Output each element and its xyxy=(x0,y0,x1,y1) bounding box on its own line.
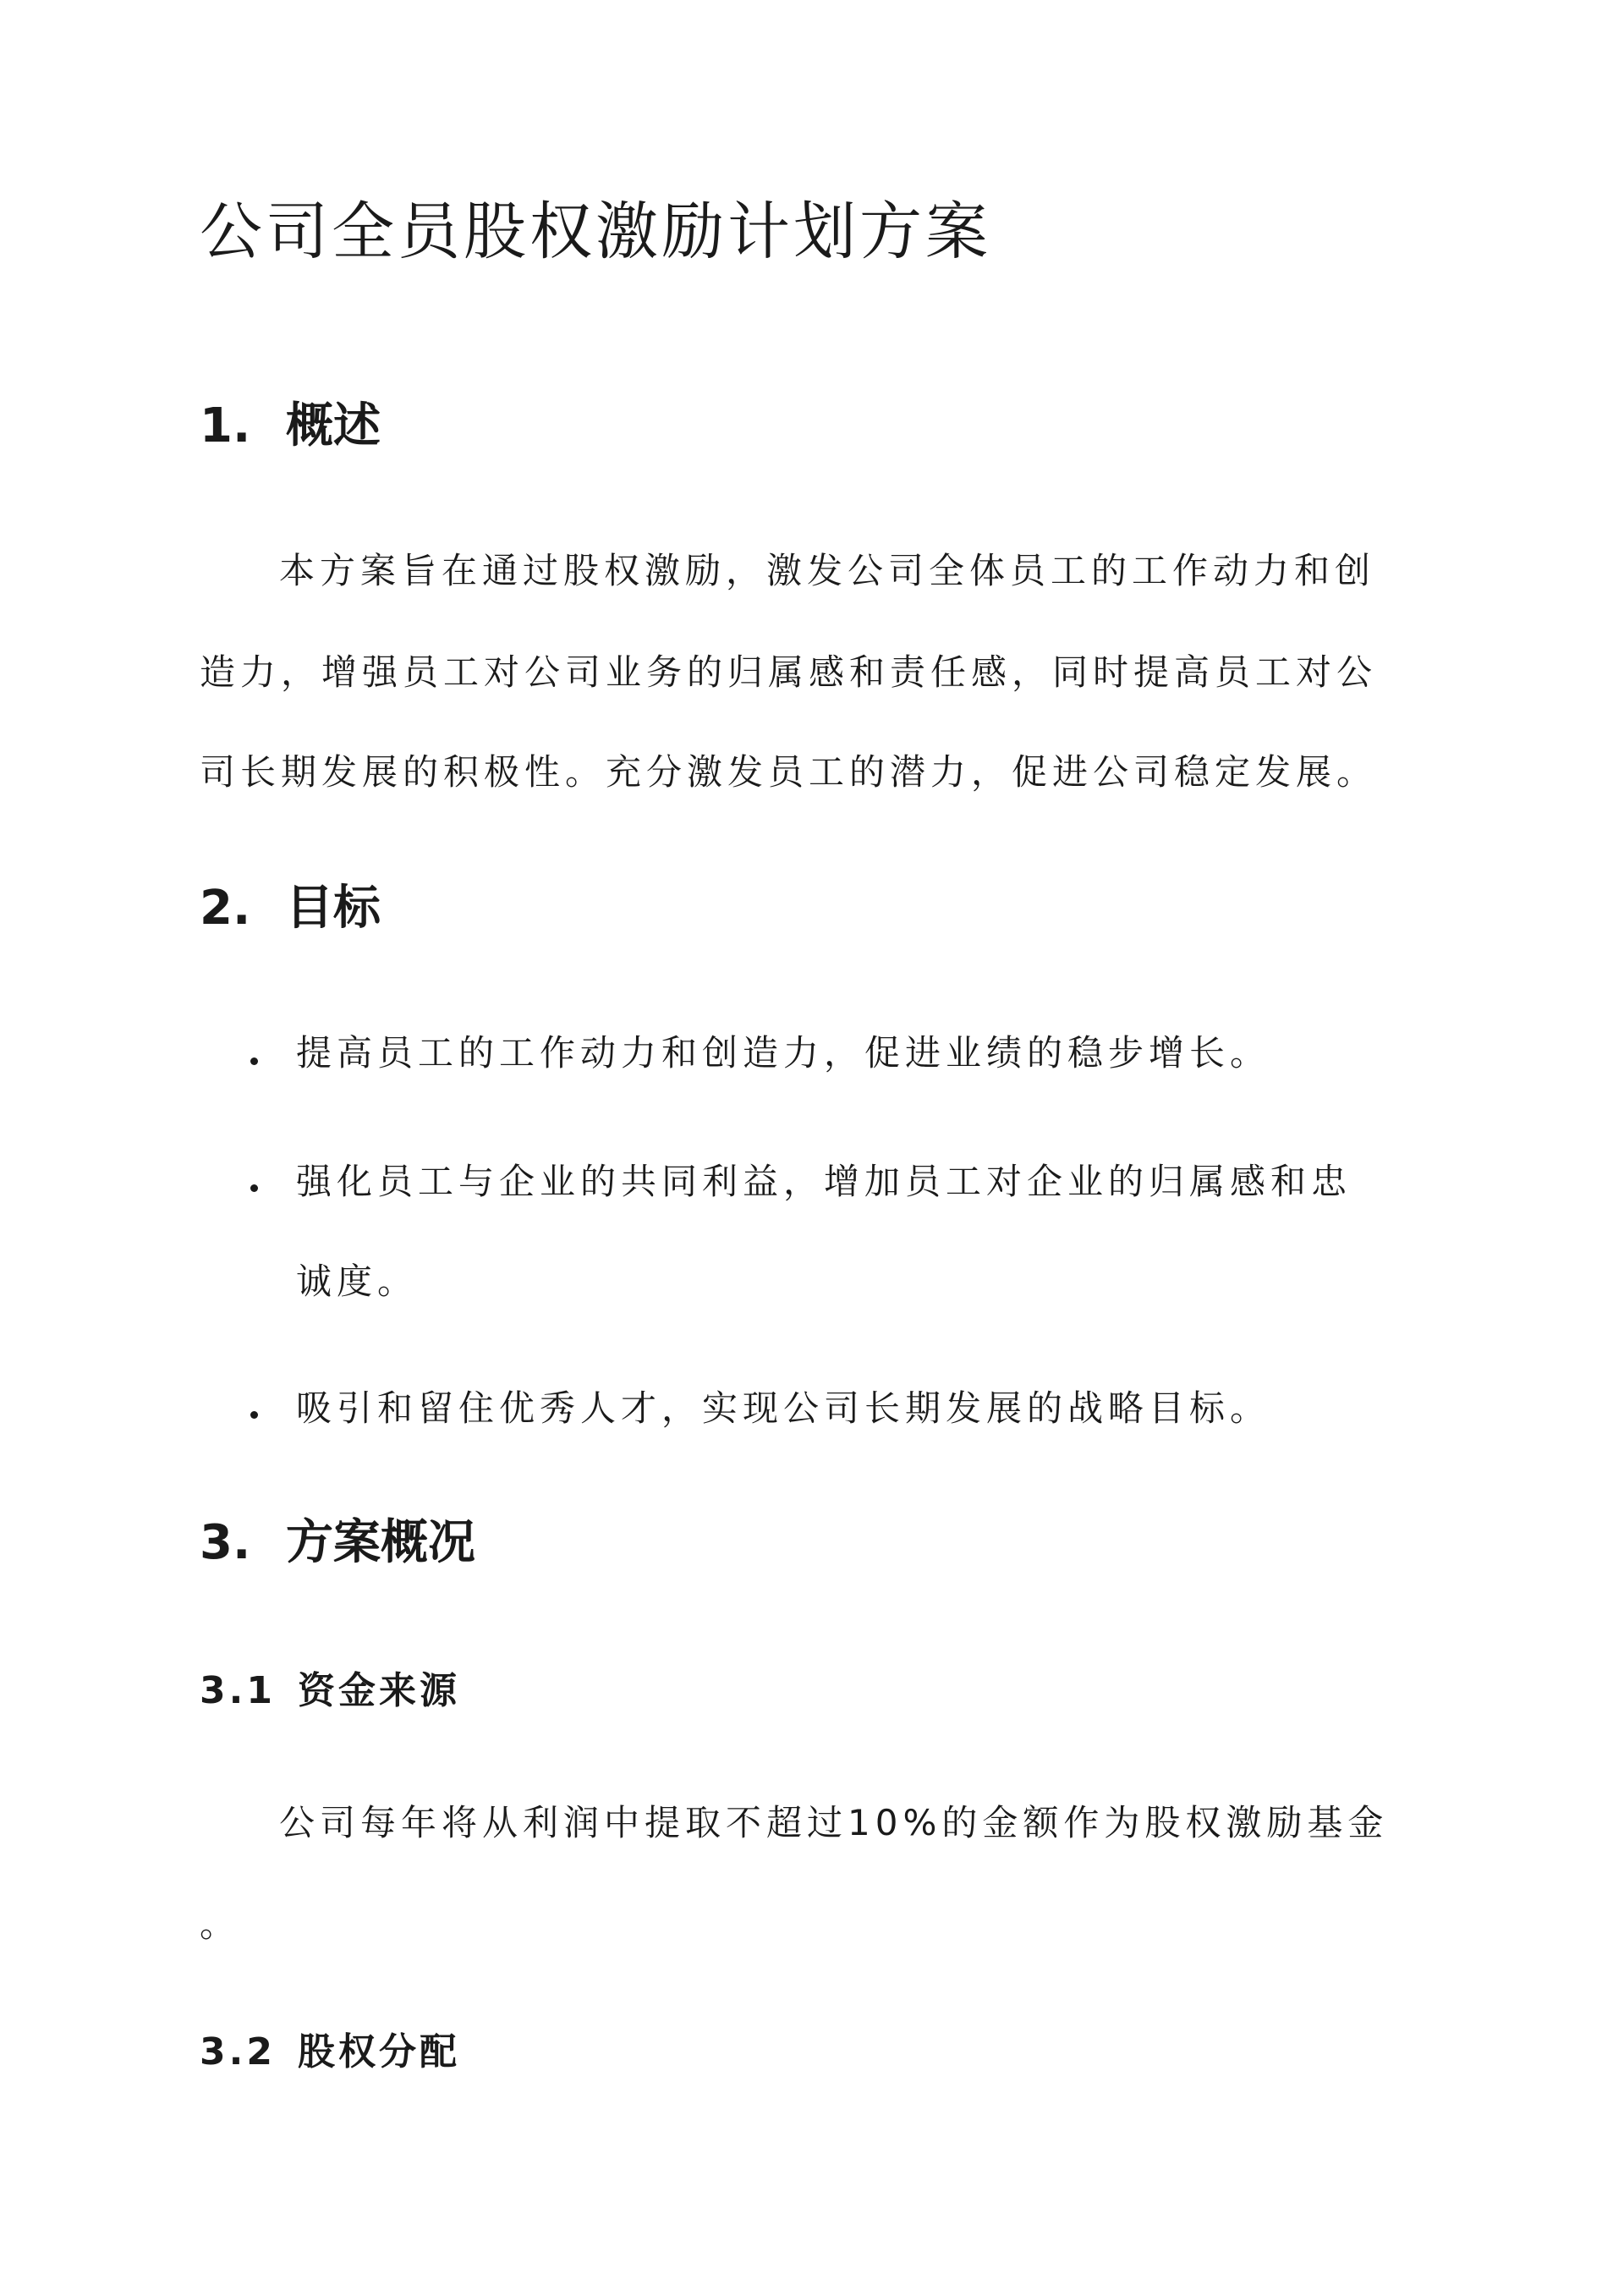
list-item: 吸引和留住优秀人才，实现公司长期发展的战略目标。 xyxy=(296,1387,1271,1429)
list-item: 强化员工与企业的共同利益，增加员工对企业的归属感和忠 xyxy=(296,1161,1352,1202)
paragraph-line: 本方案旨在通过股权激励，激发公司全体员工的工作动力和创 xyxy=(279,550,1376,591)
section-title: 目标 xyxy=(286,881,381,936)
subsection-title: 资金来源 xyxy=(298,1669,460,1712)
list-item: 提高员工的工作动力和创造力，促进业绩的稳步增长。 xyxy=(296,1032,1271,1074)
section-heading-overview xyxy=(200,398,381,454)
section-title: 方案概况 xyxy=(286,1515,475,1570)
document-title: 公司全员股权激励计划方案 xyxy=(200,195,991,268)
section-heading-goals xyxy=(200,880,381,937)
list-item-continuation: 诚度。 xyxy=(296,1261,419,1302)
paragraph-line: 司长期发展的积极性。充分激发员工的潜力，促进公司稳定发展。 xyxy=(200,751,1378,793)
subsection-heading-fund-source xyxy=(200,1669,460,1714)
subsection-heading-equity-allocation xyxy=(200,2030,460,2075)
section-number: 2. xyxy=(200,881,251,936)
paragraph-line: 。 xyxy=(200,1903,241,1945)
subsection-number: 3.2 xyxy=(200,2030,276,2074)
paragraph-line: 公司每年将从利润中提取不超过10%的金额作为股权激励基金 xyxy=(279,1802,1389,1843)
section-number: 3. xyxy=(200,1515,251,1570)
paragraph-line: 造力，增强员工对公司业务的归属感和责任感，同时提高员工对公 xyxy=(200,651,1378,693)
section-title: 概述 xyxy=(286,398,381,453)
section-heading-plan-overview xyxy=(200,1514,475,1571)
subsection-number: 3.1 xyxy=(200,1669,276,1712)
subsection-title: 股权分配 xyxy=(298,2030,460,2074)
bullet-dot-icon xyxy=(250,1184,258,1192)
bullet-dot-icon xyxy=(250,1411,258,1419)
section-number: 1. xyxy=(200,398,251,453)
bullet-dot-icon xyxy=(250,1057,258,1065)
